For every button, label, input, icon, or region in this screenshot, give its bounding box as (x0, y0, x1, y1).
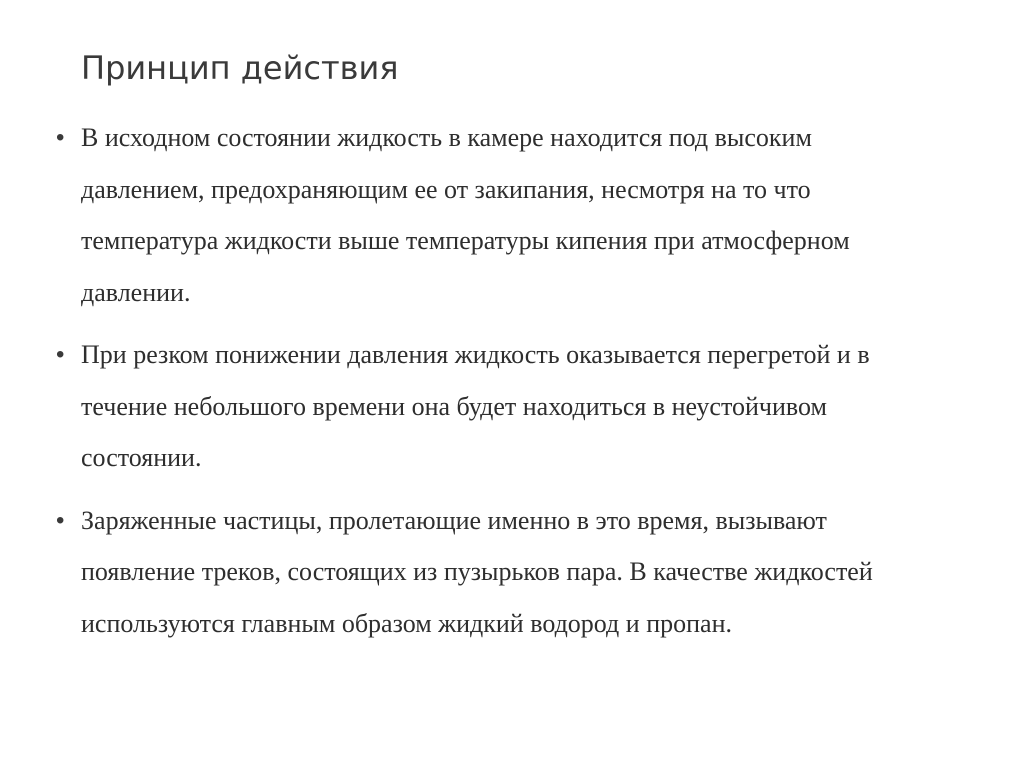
bullet-text: В исходном состоянии жидкость в камере находится под высоким давлением, предохраняющим ее от закипания, несмотря на то что температура жидкости выше температуры кипения при атмосферном давлении. (81, 123, 850, 307)
bullet-marker: • (56, 124, 65, 151)
bullet-marker: • (56, 506, 65, 534)
bullet-item-1 (56, 112, 936, 318)
bullet-list (56, 112, 936, 649)
bullet-text: Заряженные частицы, пролетающие именно в это время, вызывают появление треков, состоящих из пузырьков пара. В качестве жидкостей используются главным образом жидкий водород и пропан. (81, 505, 873, 638)
bullet-text: При резком понижении давления жидкость оказывается перегретой и в течение небольшого времени она будет находиться в неустойчивом состоянии. (81, 340, 870, 472)
bullet-item-3 (56, 495, 936, 650)
slide-title: Принцип действия (81, 49, 399, 87)
bullet-item-2 (56, 329, 936, 484)
bullet-marker: • (56, 341, 65, 368)
